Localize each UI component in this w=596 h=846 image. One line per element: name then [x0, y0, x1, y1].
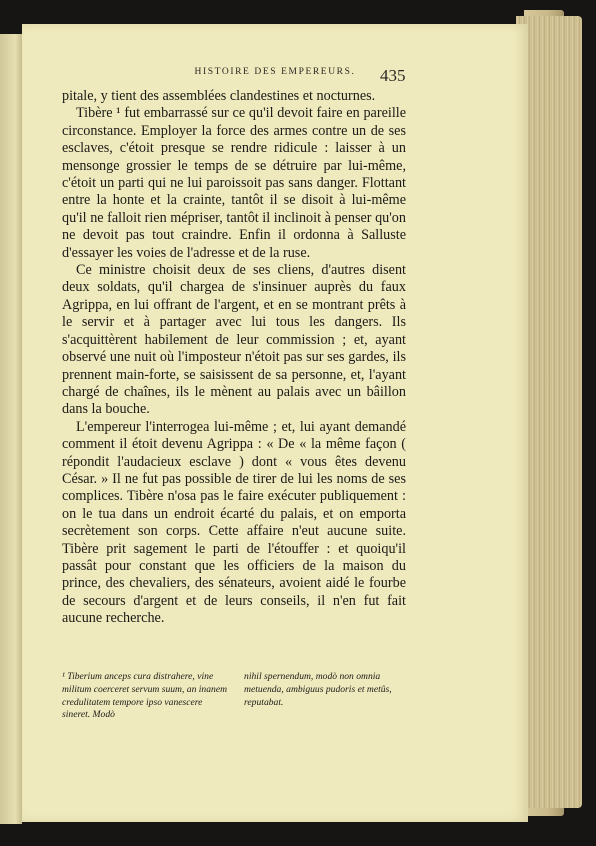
- page-number: 435: [380, 66, 406, 85]
- footnote-column-left: ¹ Tiberium anceps cura distrahere, vine militum coerceret servum suum, an inanem credulitatem tempore ipso vanescere sineret. Modò: [62, 671, 228, 721]
- paragraph: L'empereur l'interrogea lui-même ; et, lui ayant demandé comment il étoit devenu Agrippa : « De « la même façon ( répondit l'audacieux esclave ) dont « vous êtes devenu César. » Il ne fut pas possible de tirer de lui les noms de ses complices. Tibère n'osa pas le faire exécuter publiquement : on le tua dans un endroit écarté du palais, et on emporta secrètement son corps. Cette affaire n'eut aucune suite. Tibère prit sagement le parti de l'étouffer : et quoiqu'il passât pour constant que les officiers de la maison du prince, des chevaliers, des sénateurs, avoient aidé le fourbe de secours d'argent et de leurs conseils, il n'en fut fait aucune recherche.: [62, 418, 406, 627]
- main-text: [62, 88, 406, 628]
- paragraph-continuation: pitale, y tient des assemblées clandestines et nocturnes.: [62, 88, 376, 104]
- footnote-column-right: nihil spernendum, modò non omnia metuenda, ambiguus pudoris et metûs, reputabat.: [244, 671, 392, 708]
- facing-page-edge: [0, 34, 22, 824]
- paragraph: Ce ministre choisit deux de ses cliens, d'autres disent deux soldats, qu'il chargea de s'insinuer auprès du faux Agrippa, en lui offrant de l'argent, et en se montrant prêts à le servir et à partager avec lui tous les dangers. Ils s'acquittèrent habilement de leur commission ; et, ayant observé une nuit où l'imposteur n'étoit pas sur ses gardes, ils prennent main-forte, se saisissent de sa personne, et, l'ayant chargé de chaînes, ils le mènent au palais avec un bâillon dans la bouche.: [62, 262, 406, 418]
- running-title: HISTOIRE DES EMPEREURS.: [194, 67, 356, 77]
- footnotes: [62, 671, 406, 722]
- paragraph: Tibère ¹ fut embarrassé sur ce qu'il devoit faire en pareille circonstance. Employer la force des armes contre un de ses esclaves, c'étoit presque se rendre ridicule : laisser à un mensonge grossier le temps de se détruire par lui-même, c'étoit un parti qui ne lui paroissoit pas sans danger. Flottant entre la honte et la crainte, tantôt il se disoit à lui-même qu'il ne falloit rien mépriser, tantôt il inclinoit à penser qu'on ne devoit pas tout craindre. Enfin il ordonna à Salluste d'essayer les voies de l'adresse et de la ruse.: [62, 105, 406, 261]
